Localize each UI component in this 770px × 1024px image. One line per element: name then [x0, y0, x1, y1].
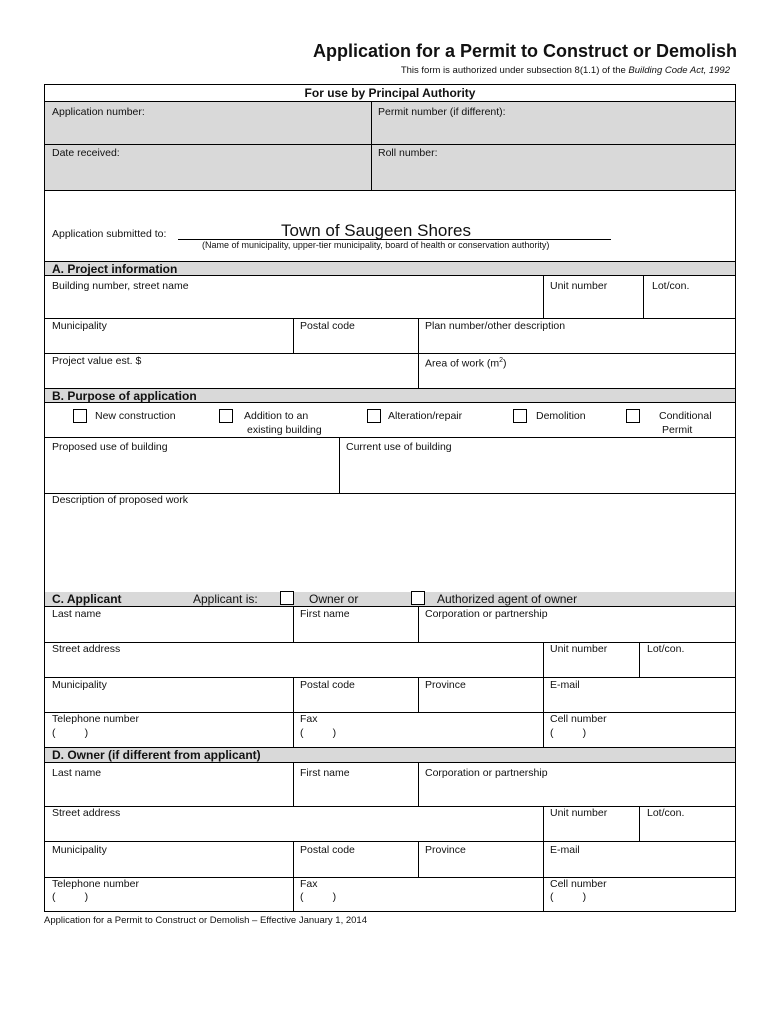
area-sup: 2	[499, 357, 504, 364]
section-c-heading-bar	[45, 592, 735, 607]
owner-cell-field[interactable]: Cell number	[550, 878, 607, 890]
owner-first-name-field[interactable]: First name	[300, 767, 350, 779]
permit-form	[44, 84, 736, 912]
authority-heading: For use by Principal Authority	[45, 85, 735, 102]
page-subtitle	[300, 65, 730, 76]
submitted-to-value[interactable]: Town of Saugeen Shores	[281, 221, 471, 240]
applicant-municipality-field[interactable]: Municipality	[52, 679, 107, 691]
proposed-use-field[interactable]: Proposed use of building	[52, 441, 168, 453]
area-of-work-field[interactable]	[425, 355, 507, 370]
applicant-fax-paren: ( )	[300, 727, 337, 739]
applicant-lot-field[interactable]: Lot/con.	[647, 643, 685, 655]
alteration-checkbox[interactable]	[367, 409, 381, 423]
owner-email-field[interactable]: E-mail	[550, 844, 580, 856]
addition-checkbox[interactable]	[219, 409, 233, 423]
building-number-field[interactable]: Building number, street name	[52, 280, 189, 292]
applicant-last-name-field[interactable]: Last name	[52, 608, 102, 620]
applicant-first-name-field[interactable]: First name	[300, 608, 350, 620]
applicant-is-label: Applicant is:	[193, 592, 258, 606]
owner-province-field[interactable]: Province	[425, 844, 466, 856]
conditional-label-1: Conditional	[659, 410, 712, 422]
applicant-street-field[interactable]: Street address	[52, 643, 121, 655]
submitted-to-label: Application submitted to:	[52, 228, 167, 240]
submitted-to-hint: (Name of municipality, upper-tier municipality, board of health or conservation authority)	[202, 240, 550, 250]
project-value-field[interactable]: Project value est. $	[52, 355, 142, 367]
new-construction-checkbox[interactable]	[73, 409, 87, 423]
application-number-field[interactable]: Application number:	[52, 106, 145, 118]
applicant-unit-field[interactable]: Unit number	[550, 643, 608, 655]
subtitle-act: Building Code Act, 1992	[628, 65, 730, 76]
demolition-label: Demolition	[536, 410, 586, 422]
page-title: Application for a Permit to Construct or Demolish	[312, 41, 737, 61]
applicant-corporation-field[interactable]: Corporation or partnership	[425, 608, 548, 620]
owner-checkbox[interactable]	[280, 591, 294, 605]
owner-or-label: Owner or	[309, 592, 359, 606]
municipality-field[interactable]: Municipality	[52, 320, 107, 332]
roll-number-field[interactable]: Roll number:	[378, 147, 438, 159]
section-b-heading: B. Purpose of application	[45, 389, 735, 403]
description-field[interactable]: Description of proposed work	[52, 494, 188, 506]
postal-code-field[interactable]: Postal code	[300, 320, 355, 332]
section-d-heading: D. Owner (if different from applicant)	[45, 748, 735, 763]
area-close: )	[503, 357, 507, 370]
owner-telephone-paren: ( )	[52, 891, 89, 903]
conditional-permit-checkbox[interactable]	[626, 409, 640, 423]
owner-last-name-field[interactable]: Last name	[52, 767, 102, 779]
owner-corporation-field[interactable]: Corporation or partnership	[425, 767, 548, 779]
addition-label-2: existing building	[247, 424, 322, 436]
conditional-label-2: Permit	[662, 424, 693, 436]
applicant-postal-field[interactable]: Postal code	[300, 679, 355, 691]
section-a-heading: A. Project information	[45, 262, 735, 276]
owner-fax-paren: ( )	[300, 891, 337, 903]
addition-label-1: Addition to an	[244, 410, 309, 422]
current-use-field[interactable]: Current use of building	[346, 441, 452, 453]
owner-postal-field[interactable]: Postal code	[300, 844, 355, 856]
applicant-province-field[interactable]: Province	[425, 679, 466, 691]
applicant-fax-field[interactable]: Fax	[300, 713, 318, 725]
owner-street-field[interactable]: Street address	[52, 807, 121, 819]
date-received-field[interactable]: Date received:	[52, 147, 120, 159]
permit-number-field[interactable]: Permit number (if different):	[378, 106, 506, 118]
applicant-telephone-field[interactable]: Telephone number	[52, 713, 139, 725]
owner-fax-field[interactable]: Fax	[300, 878, 318, 890]
owner-lot-field[interactable]: Lot/con.	[647, 807, 685, 819]
subtitle-prefix: This form is authorized under subsection 8(1.1) of the	[400, 65, 629, 76]
applicant-email-field[interactable]: E-mail	[550, 679, 580, 691]
authorized-agent-checkbox[interactable]	[411, 591, 425, 605]
demolition-checkbox[interactable]	[513, 409, 527, 423]
section-c-heading: C. Applicant	[52, 592, 122, 606]
area-label: Area of work (m	[425, 357, 500, 370]
owner-telephone-field[interactable]: Telephone number	[52, 878, 139, 890]
alteration-label: Alteration/repair	[388, 410, 463, 422]
applicant-cell-paren: ( )	[550, 727, 587, 739]
applicant-telephone-paren: ( )	[52, 727, 89, 739]
authorized-agent-label: Authorized agent of owner	[437, 592, 578, 606]
applicant-cell-field[interactable]: Cell number	[550, 713, 607, 725]
owner-unit-field[interactable]: Unit number	[550, 807, 608, 819]
plan-number-field[interactable]: Plan number/other description	[425, 320, 566, 332]
page-footer: Application for a Permit to Construct or Demolish – Effective January 1, 2014	[44, 915, 367, 926]
owner-cell-paren: ( )	[550, 891, 587, 903]
owner-municipality-field[interactable]: Municipality	[52, 844, 107, 856]
unit-number-field[interactable]: Unit number	[550, 280, 608, 292]
new-construction-label: New construction	[95, 410, 176, 422]
lot-con-field[interactable]: Lot/con.	[652, 280, 690, 292]
